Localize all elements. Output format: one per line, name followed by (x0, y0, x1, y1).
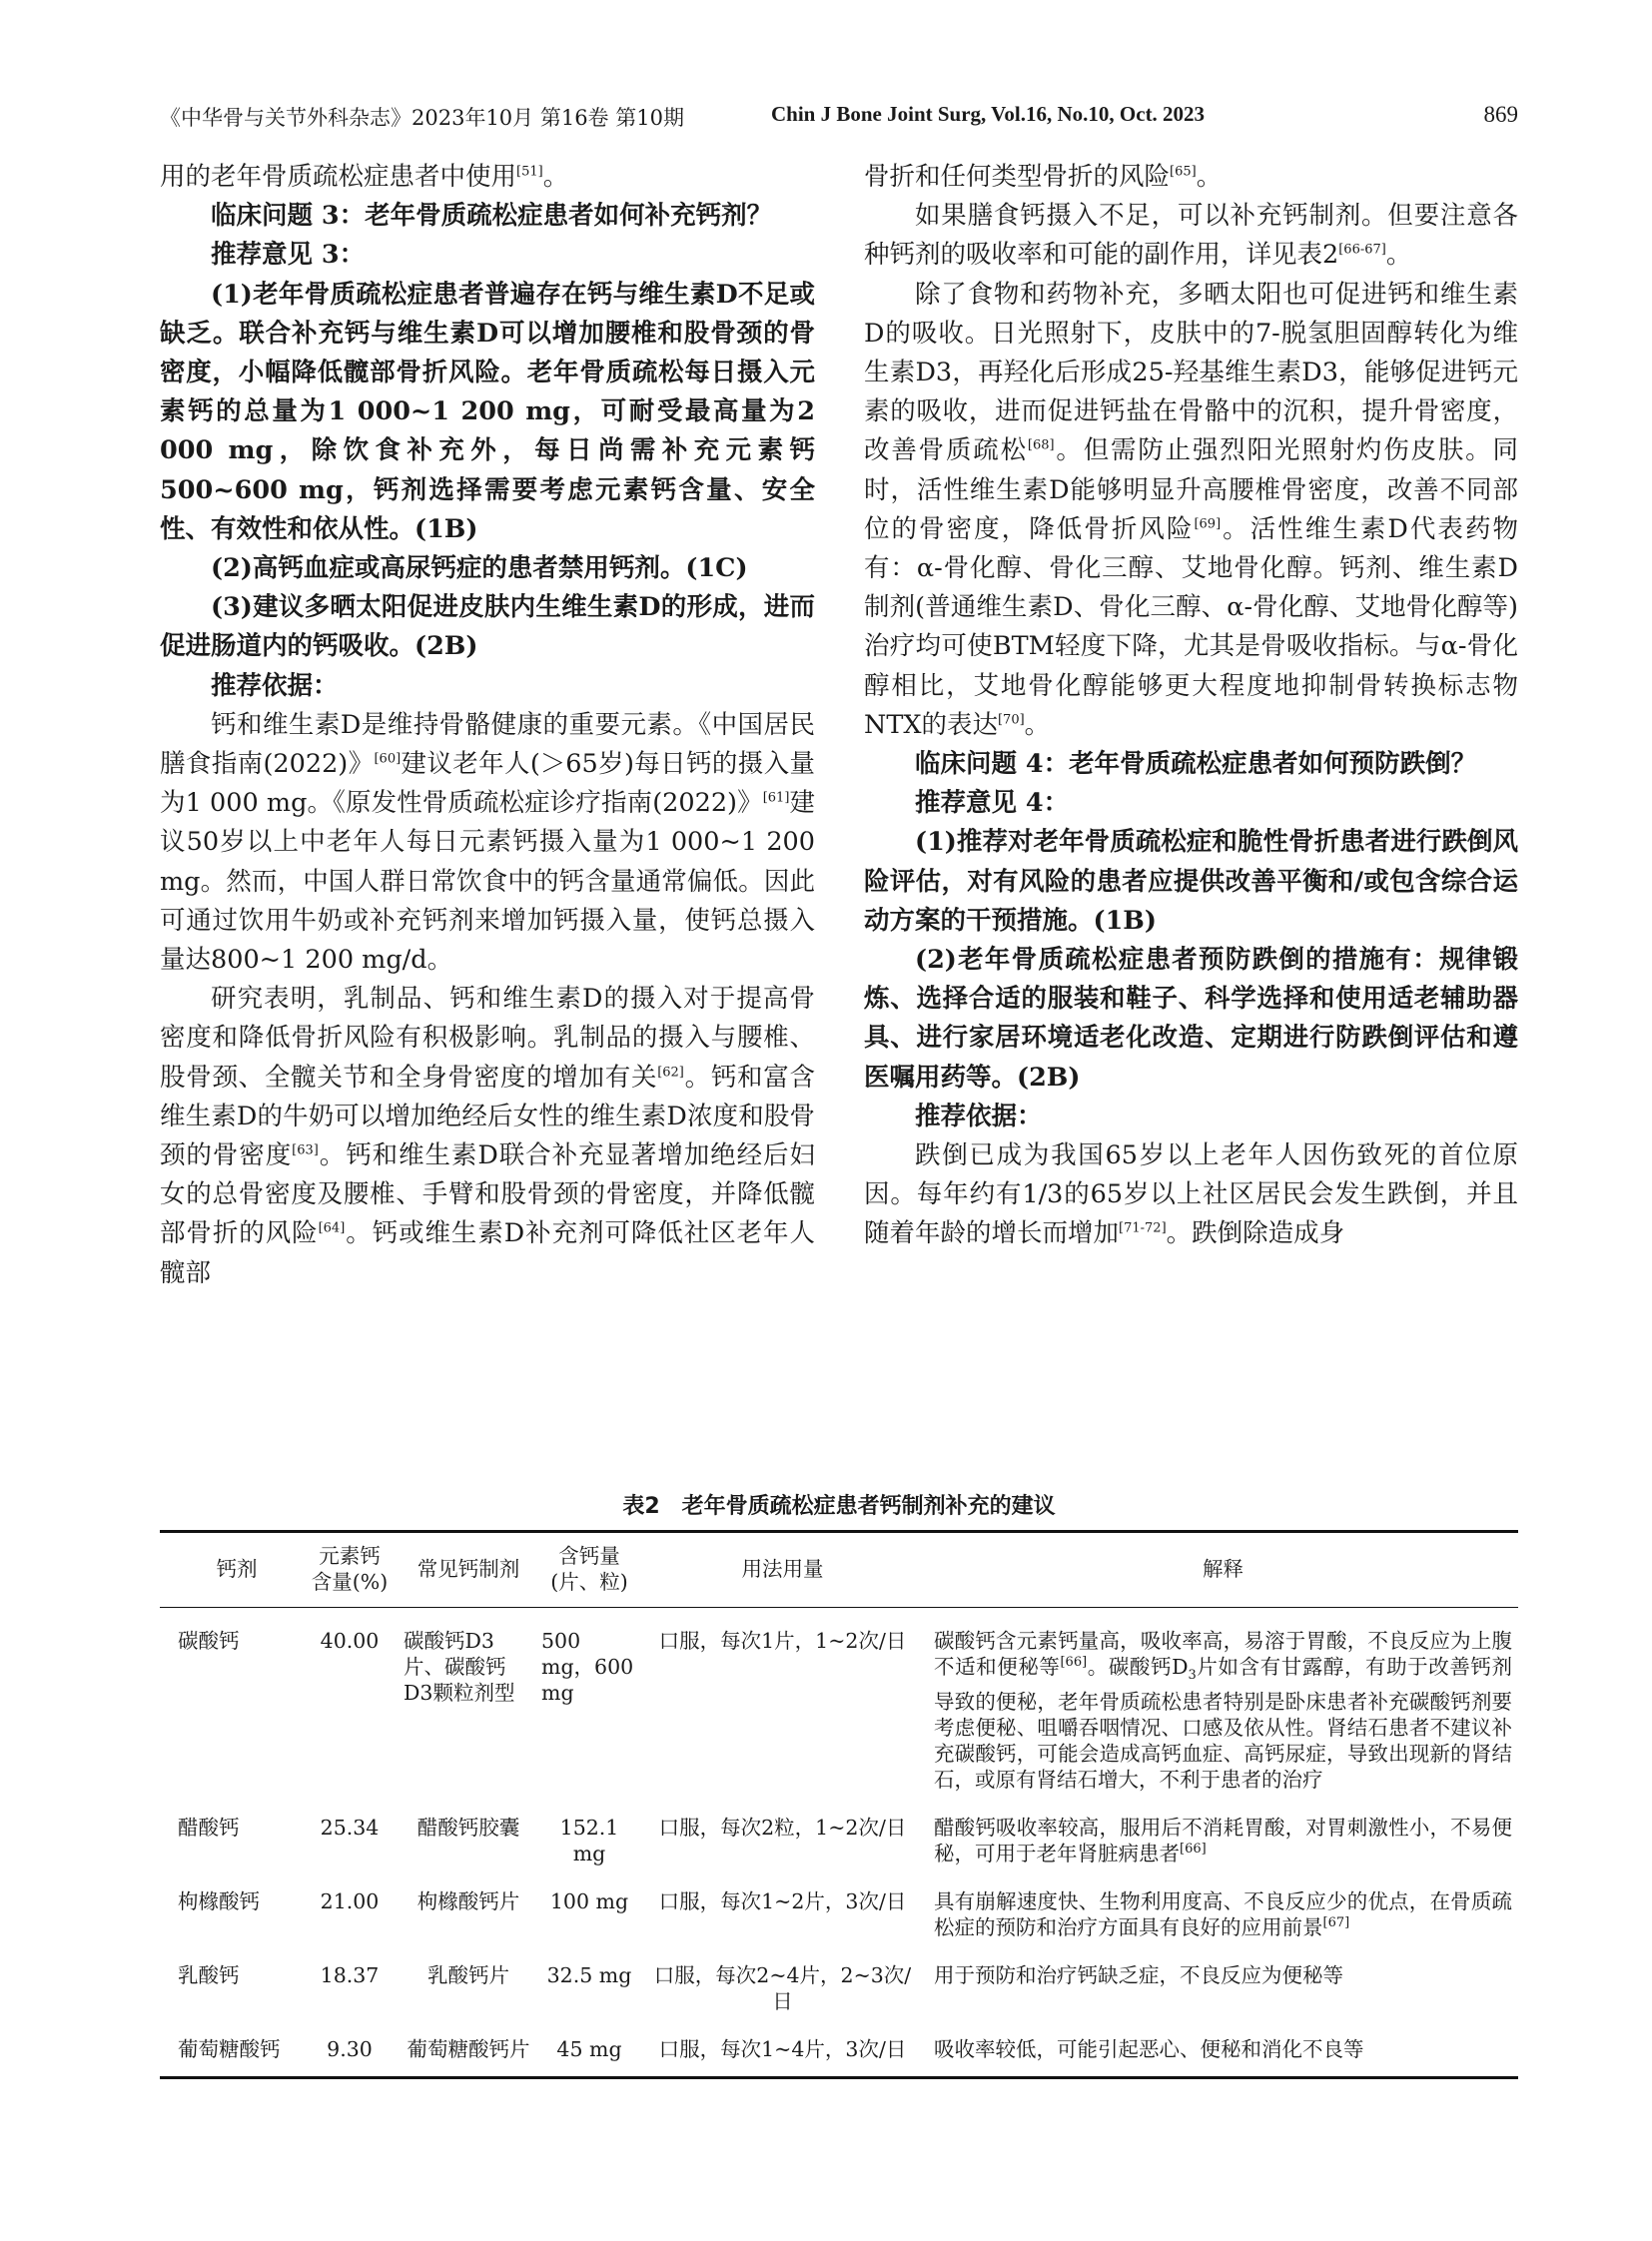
recommendation-4-1: (1)推荐对老年骨质疏松症和脆性骨折患者进行跌倒风险评估，对有风险的患者应提供改善平衡和/或包含综合运动方案的干预措施。(1B) (864, 827, 1518, 936)
citation[interactable]: [63] (292, 1142, 319, 1158)
citation[interactable]: [60] (374, 751, 402, 767)
citation[interactable]: [69] (1194, 516, 1222, 532)
citation[interactable]: [51] (516, 164, 543, 180)
cell-amount: 32.5 mg (546, 1963, 632, 1988)
left-column (160, 158, 815, 1293)
cell-usage: 口服，每次1片，1~2次/日 (658, 1629, 907, 1653)
recommendation-3-heading: 推荐意见 3： (211, 240, 366, 271)
table-row (160, 2028, 1518, 2078)
cell-name: 乳酸钙 (178, 1963, 240, 1988)
cell-amount: 152.1 mg (559, 1816, 619, 1867)
cell-content: 21.00 (320, 1889, 380, 1914)
citation[interactable]: [65] (1170, 164, 1197, 180)
page-number: 869 (1483, 102, 1518, 127)
paragraph: 骨折和任何类型骨折的风险[65]。 (864, 162, 1223, 192)
citation[interactable]: [61] (762, 790, 790, 806)
journal-title-cn: 《中华骨与关节外科杂志》2023年10月 第16卷 第10期 (160, 106, 684, 130)
recommendation-4-2: (2)老年骨质疏松症患者预防跌倒的措施有：规律锻炼、选择合适的服装和鞋子、科学选择和使用适老辅助器具、进行家居环境适老化改造、定期进行防跌倒评估和遵医嘱用药等。(2B) (864, 945, 1518, 1093)
cell-usage: 口服，每次1~4片，3次/日 (658, 2037, 907, 2062)
paragraph: 除了食物和药物补充，多晒太阳也可促进钙和维生素D的吸收。日光照射下，皮肤中的7-脱氢胆固醇转化为维生素D3，再羟化后形成25-羟基维生素D3，能够促进钙元素的吸收，进而促进钙盐在骨骼中的沉积，提升骨密度，改善骨质疏松[68]。但需防止强烈阳光照射灼伤皮肤。同时，活性维生素D能够明显升高腰椎骨密度，改善不同部位的骨密度，降低骨折风险[69]。活性维生素D代表药物有：α-骨化醇、骨化三醇、艾地骨化醇。钙剂、维生素D制剂(普通维生素D、骨化三醇、α-骨化醇、艾地骨化醇等)治疗均可使BTM轻度下降，尤其是骨吸收指标。与α-骨化醇相比，艾地骨化醇能够更大程度地抑制骨转换标志物NTX的表达[70]。 (864, 279, 1518, 740)
cell-explanation: 用于预防和治疗钙缺乏症，不良反应为便秘等 (934, 1963, 1343, 1988)
recommendation-3-1: (1)老年骨质疏松症患者普遍存在钙与维生素D不足或缺乏。联合补充钙与维生素D可以增加腰椎和股骨颈的骨密度，小幅降低髋部骨折风险。老年骨质疏松每日摄入元素钙的总量为1 000~1 200 mg，可耐受最高量为2 000 mg，除饮食补充外，每日尚需补充元素钙500~600 mg，钙剂选择需要考虑元素钙含量、安全性、有效性和依从性。(1B) (160, 279, 815, 544)
cell-name: 葡萄糖酸钙 (178, 2037, 281, 2062)
cell-preparation: 葡萄糖酸钙片 (407, 2037, 530, 2062)
citation[interactable]: [70] (997, 712, 1025, 728)
col-header-preparation: 常见钙制剂 (416, 1557, 520, 1581)
recommendation-3-3: (3)建议多晒太阳促进皮肤内生维生素D的形成，进而促进肠道内的钙吸收。(2B) (160, 592, 815, 662)
col-header-content: 元素钙 含量(%) (311, 1544, 389, 1594)
recommendation-3-2: (2)高钙血症或高尿钙症的患者禁用钙剂。(1C) (211, 553, 748, 584)
cell-amount: 500 mg，600 mg (541, 1629, 634, 1705)
col-header-calcium: 钙剂 (216, 1557, 258, 1581)
clinical-question-3: 临床问题 3：老年骨质疏松症患者如何补充钙剂？ (211, 201, 773, 232)
journal-title-en: Chin J Bone Joint Surg, Vol.16, No.10, Oct. 2023 (771, 102, 1206, 126)
table-title: 表2 老年骨质疏松症患者钙制剂补充的建议 (622, 1494, 1056, 1519)
citation[interactable]: [66] (1180, 1842, 1207, 1858)
clinical-question-4: 临床问题 4：老年骨质疏松症患者如何预防跌倒？ (915, 749, 1477, 780)
cell-explanation: 具有崩解速度快、生物利用度高、不良反应少的优点，在骨质疏松症的预防和治疗方面具有良好的应用前景[67] (934, 1889, 1512, 1940)
table-row (160, 1954, 1518, 2028)
basis-heading: 推荐依据： (915, 1101, 1043, 1131)
citation[interactable]: [68] (1027, 437, 1055, 453)
cell-content: 18.37 (320, 1963, 380, 1988)
paragraph: 用的老年骨质疏松症患者中使用[51]。 (160, 162, 569, 192)
recommendation-4-heading: 推荐意见 4： (915, 788, 1070, 819)
citation[interactable]: [66] (1060, 1655, 1088, 1671)
basis-heading: 推荐依据： (211, 670, 339, 701)
cell-content: 40.00 (320, 1629, 380, 1653)
citation[interactable]: [62] (657, 1065, 684, 1081)
cell-name: 醋酸钙 (178, 1816, 240, 1841)
table-row (160, 1880, 1518, 1954)
citation[interactable]: [71-72] (1119, 1220, 1167, 1236)
running-header (160, 102, 1518, 138)
paragraph: 钙和维生素D是维持骨骼健康的重要元素。《中国居民膳食指南(2022)》[60]建议老年人(＞65岁)每日钙的摄入量为1 000 mg。《原发性骨质疏松症诊疗指南(2022)》[61]建议50岁以上中老年人每日元素钙摄入量为1 000~1 200 mg。然而，中国人群日常饮食中的钙含量通常偏低。因此可通过饮用牛奶或补充钙剂来增加钙摄入量，使钙总摄入量达800~1 200 mg/d。 (160, 709, 815, 976)
cell-amount: 45 mg (556, 2037, 622, 2062)
cell-name: 枸橼酸钙 (178, 1889, 260, 1914)
cell-preparation: 乳酸钙片 (427, 1963, 509, 1988)
cell-usage: 口服，每次2粒，1~2次/日 (658, 1816, 907, 1841)
cell-explanation: 醋酸钙吸收率较高，服用后不消耗胃酸，对胃刺激性小，不易便秘，可用于老年肾脏病患者[66] (934, 1816, 1512, 1867)
cell-name: 碳酸钙 (178, 1629, 240, 1653)
cell-usage: 口服，每次2~4片，2~3次/日 (653, 1963, 912, 2014)
cell-content: 25.34 (320, 1816, 380, 1841)
paragraph: 跌倒已成为我国65岁以上老年人因伤致死的首位原因。每年约有1/3的65岁以上社区居民会发生跌倒，并且随着年龄的增长而增加[71-72]。跌倒除造成身 (864, 1140, 1518, 1249)
cell-preparation: 醋酸钙胶囊 (416, 1816, 520, 1841)
paragraph: 研究表明，乳制品、钙和维生素D的摄入对于提高骨密度和降低骨折风险有积极影响。乳制品的摄入与腰椎、股骨颈、全髋关节和全身骨密度的增加有关[62]。钙和富含维生素D的牛奶可以增加绝经后女性的维生素D浓度和股骨颈的骨密度[63]。钙和维生素D联合补充显著增加绝经后妇女的总骨密度及腰椎、手臂和股骨颈的骨密度，并降低髋部骨折的风险[64]。钙或维生素D补充剂可降低社区老年人髋部 (160, 984, 815, 1288)
citation[interactable]: [67] (1322, 1915, 1350, 1931)
cell-usage: 口服，每次1~2片，3次/日 (658, 1889, 907, 1914)
calcium-supplement-table (160, 1530, 1518, 2079)
cell-explanation: 碳酸钙含元素钙量高，吸收率高，易溶于胃酸，不良反应为上腹不适和便秘等[66]。碳酸钙$D_3$片如含有甘露醇，有助于改善钙剂导致的便秘，老年骨质疏松患者特别是卧床患者补充碳酸钙剂要考虑便秘、咀嚼吞咽情况、口感及依从性。肾结石患者不建议补充碳酸钙，可能会造成高钙血症、高钙尿症，导致出现新的肾结石，或原有肾结石增大，不利于患者的治疗 (934, 1629, 1513, 1793)
cell-preparation: 枸橼酸钙片 (416, 1889, 520, 1914)
cell-explanation: 吸收率较低，可能引起恶心、便秘和消化不良等 (934, 2037, 1364, 2062)
table-header-row (160, 1532, 1518, 1608)
col-header-explanation: 解释 (1203, 1557, 1243, 1581)
col-header-usage: 用法用量 (741, 1557, 824, 1581)
col-header-amount: 含钙量 (片、粒) (550, 1544, 628, 1594)
table-row (160, 1608, 1518, 1808)
paragraph: 如果膳食钙摄入不足，可以补充钙制剂。但要注意各种钙剂的吸收率和可能的副作用，详见表2[66-67]。 (864, 201, 1518, 271)
cell-content: 9.30 (327, 2037, 373, 2062)
citation[interactable]: [64] (318, 1220, 346, 1236)
cell-amount: 100 mg (549, 1889, 629, 1914)
table-row (160, 1807, 1518, 1880)
cell-preparation: 碳酸钙D3片、碳酸钙D3颗粒剂型 (404, 1629, 515, 1705)
right-column (864, 158, 1518, 1254)
citation[interactable]: [66-67] (1338, 242, 1386, 258)
